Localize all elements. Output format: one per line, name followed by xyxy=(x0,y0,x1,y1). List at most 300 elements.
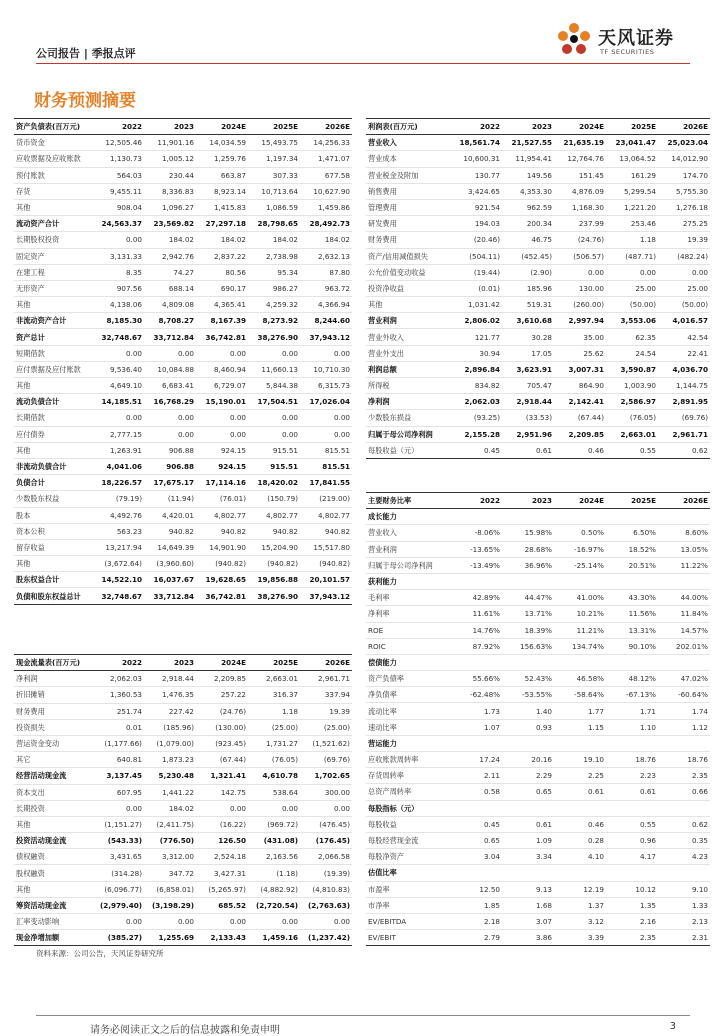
cell-value: (431.08) xyxy=(248,833,300,849)
cell-value: 253.46 xyxy=(606,216,658,232)
cell-value: 1,321.41 xyxy=(196,768,248,784)
row-label: 销售费用 xyxy=(366,183,450,199)
row-label: 非流动负债合计 xyxy=(14,458,92,474)
cell-value: 5,844.38 xyxy=(248,378,300,394)
cell-value: 4,365.41 xyxy=(196,297,248,313)
cell-value xyxy=(606,573,658,589)
cell-value: 0.00 xyxy=(248,410,300,426)
table-row xyxy=(14,687,352,703)
cell-value: 184.02 xyxy=(300,232,352,248)
cell-value: (16.22) xyxy=(196,816,248,832)
cell-value xyxy=(502,800,554,816)
row-label: 股权融资 xyxy=(14,865,92,881)
cell-value: 15.98% xyxy=(502,525,554,541)
cash-flow-table xyxy=(14,654,352,946)
cell-value: (452.45) xyxy=(502,248,554,264)
cell-value: 14,901.90 xyxy=(196,539,248,555)
row-label: 营运资金变动 xyxy=(14,735,92,751)
cell-value: 0.61 xyxy=(554,784,606,800)
year-header: 2024E xyxy=(196,655,248,671)
cell-value: 2,961.71 xyxy=(300,671,352,687)
table-row xyxy=(366,264,710,280)
cell-value: 2.13 xyxy=(658,913,710,929)
cell-value: 986.27 xyxy=(248,280,300,296)
cell-value xyxy=(658,573,710,589)
cell-value: 1,263.91 xyxy=(92,442,144,458)
cell-value: 20.16 xyxy=(502,752,554,768)
cell-value: (69.76) xyxy=(300,752,352,768)
cell-value: (482.24) xyxy=(658,248,710,264)
row-label: 股本 xyxy=(14,507,92,523)
table-row xyxy=(14,475,352,491)
cell-value: (3,960.60) xyxy=(144,556,196,572)
cell-value: 347.72 xyxy=(144,865,196,881)
cell-value: 3,312.00 xyxy=(144,849,196,865)
cell-value: 19.10 xyxy=(554,752,606,768)
cell-value xyxy=(502,509,554,525)
table-row xyxy=(14,394,352,410)
cell-value: 0.00 xyxy=(300,800,352,816)
cell-value: 563.23 xyxy=(92,523,144,539)
cell-value xyxy=(606,509,658,525)
cell-value: 4,016.57 xyxy=(658,313,710,329)
cell-value: (6,096.77) xyxy=(92,881,144,897)
cell-value: 13,064.52 xyxy=(606,151,658,167)
table-row xyxy=(14,361,352,377)
year-header: 2025E xyxy=(248,655,300,671)
table-row xyxy=(366,557,710,573)
cell-value: (19.44) xyxy=(450,264,502,280)
cell-value: 4,876.09 xyxy=(554,183,606,199)
cell-value xyxy=(606,800,658,816)
row-label: 应收账款周转率 xyxy=(366,752,450,768)
cell-value: 257.22 xyxy=(196,687,248,703)
cell-value: 915.51 xyxy=(248,442,300,458)
row-label: 净利润 xyxy=(366,394,450,410)
cell-value: 95.34 xyxy=(248,264,300,280)
cell-value: 11.56% xyxy=(606,606,658,622)
table-row xyxy=(14,735,352,751)
cell-value: 4,809.08 xyxy=(144,297,196,313)
table-row xyxy=(366,280,710,296)
cell-value: 41.00% xyxy=(554,590,606,606)
cell-value: (2.90) xyxy=(502,264,554,280)
cell-value: 2.11 xyxy=(450,768,502,784)
cell-value: (2,979.40) xyxy=(92,897,144,913)
balance-sheet-table xyxy=(14,118,352,605)
cell-value: 46.58% xyxy=(554,671,606,687)
cell-value: 18,226.57 xyxy=(92,475,144,491)
cell-value: 17,026.04 xyxy=(300,394,352,410)
cell-value: 18.76 xyxy=(658,752,710,768)
table-row xyxy=(14,248,352,264)
cell-value: 3,431.65 xyxy=(92,849,144,865)
cell-value: 4,649.10 xyxy=(92,378,144,394)
cell-value: 13.31% xyxy=(606,622,658,638)
cell-value: 0.61 xyxy=(502,442,554,458)
table-title: 资产负债表(百万元) xyxy=(14,119,92,135)
row-label: 负债合计 xyxy=(14,475,92,491)
table-row xyxy=(366,151,710,167)
cell-value: 0.00 xyxy=(300,345,352,361)
cell-value: 15,204.90 xyxy=(248,539,300,555)
table-row xyxy=(366,752,710,768)
table-row xyxy=(366,800,710,816)
cell-value: 4,036.70 xyxy=(658,361,710,377)
row-label: 投资损失 xyxy=(14,719,92,735)
row-label: 净利率 xyxy=(366,606,450,622)
cell-value: 2,155.28 xyxy=(450,426,502,442)
cell-value: 2,837.22 xyxy=(196,248,248,264)
cell-value: 21,635.19 xyxy=(554,135,606,151)
cell-value: 11.21% xyxy=(554,622,606,638)
table-row xyxy=(366,426,710,442)
row-label: 筹资活动现金流 xyxy=(14,897,92,913)
cell-value: 2,066.58 xyxy=(300,849,352,865)
cell-value: 44.47% xyxy=(502,590,554,606)
cell-value: 1,130.73 xyxy=(92,151,144,167)
table-row xyxy=(366,654,710,670)
cell-value: 4,041.06 xyxy=(92,458,144,474)
cell-value: 35.00 xyxy=(554,329,606,345)
year-header: 2023 xyxy=(502,119,554,135)
cell-value: 42.89% xyxy=(450,590,502,606)
cell-value: 130.00 xyxy=(554,280,606,296)
cell-value: (50.00) xyxy=(658,297,710,313)
financial-ratios-table xyxy=(366,492,710,946)
cell-value: 8,460.94 xyxy=(196,361,248,377)
cell-value: 25.00 xyxy=(658,280,710,296)
row-label: 获利能力 xyxy=(366,573,450,589)
cell-value: 8,708.27 xyxy=(144,313,196,329)
cell-value: 25,023.04 xyxy=(658,135,710,151)
row-label: 毛利率 xyxy=(366,590,450,606)
row-label: 总资产周转率 xyxy=(366,784,450,800)
cell-value: 52.43% xyxy=(502,671,554,687)
row-label: 净利润 xyxy=(14,671,92,687)
cell-value: 906.88 xyxy=(144,458,196,474)
table-row xyxy=(366,768,710,784)
cell-value: 921.54 xyxy=(450,199,502,215)
cell-value: 14,012.90 xyxy=(658,151,710,167)
cell-value: (150.79) xyxy=(248,491,300,507)
row-label: 流动比率 xyxy=(366,703,450,719)
cell-value: 184.02 xyxy=(144,800,196,816)
cell-value xyxy=(450,509,502,525)
table-header-row xyxy=(14,119,352,135)
cell-value: 940.82 xyxy=(300,523,352,539)
cell-value: (33.53) xyxy=(502,410,554,426)
cell-value: -8.06% xyxy=(450,525,502,541)
cell-value: 10.21% xyxy=(554,606,606,622)
row-label: 长期股权投资 xyxy=(14,232,92,248)
table-row xyxy=(14,752,352,768)
cell-value xyxy=(606,865,658,881)
cell-value: 0.35 xyxy=(658,832,710,848)
cell-value xyxy=(450,654,502,670)
logo-text-cn: 天风证券 xyxy=(598,28,674,49)
table-row xyxy=(366,345,710,361)
row-label: 估值比率 xyxy=(366,865,450,881)
cell-value: 2,163.56 xyxy=(248,849,300,865)
row-label: 营业利润 xyxy=(366,541,450,557)
cell-value: 9.10 xyxy=(658,881,710,897)
row-label: 其他 xyxy=(14,881,92,897)
year-header: 2024E xyxy=(554,119,606,135)
cell-value: 688.14 xyxy=(144,280,196,296)
row-label: 长期借款 xyxy=(14,410,92,426)
row-label: 资产总计 xyxy=(14,329,92,345)
row-label: 管理费用 xyxy=(366,199,450,215)
year-header: 2026E xyxy=(658,493,710,509)
row-label: 长期投资 xyxy=(14,800,92,816)
cell-value xyxy=(450,735,502,751)
cell-value: 20.51% xyxy=(606,557,658,573)
cell-value: 2.35 xyxy=(606,930,658,946)
table-row xyxy=(366,638,710,654)
cell-value: 940.82 xyxy=(144,523,196,539)
cell-value: 3,553.06 xyxy=(606,313,658,329)
cell-value: 1,702.65 xyxy=(300,768,352,784)
cell-value xyxy=(658,865,710,881)
cell-value: 1,471.07 xyxy=(300,151,352,167)
row-label: 财务费用 xyxy=(14,703,92,719)
cell-value: 18,561.74 xyxy=(450,135,502,151)
cell-value: 0.00 xyxy=(92,345,144,361)
row-label: 净负债率 xyxy=(366,687,450,703)
cell-value: 0.00 xyxy=(92,914,144,930)
cell-value: 0.93 xyxy=(502,719,554,735)
row-label: 营运能力 xyxy=(366,735,450,751)
cell-value: (2,720.54) xyxy=(248,897,300,913)
row-label: 其他 xyxy=(14,199,92,215)
cell-value: (504.11) xyxy=(450,248,502,264)
table-row xyxy=(14,313,352,329)
cell-value: 130.77 xyxy=(450,167,502,183)
footer-divider xyxy=(36,1015,690,1016)
cell-value: (4,810.83) xyxy=(300,881,352,897)
cell-value: 30.28 xyxy=(502,329,554,345)
cell-value: (1,079.00) xyxy=(144,735,196,751)
cell-value: -16.97% xyxy=(554,541,606,557)
row-label: 资本支出 xyxy=(14,784,92,800)
cell-value: 2.25 xyxy=(554,768,606,784)
cell-value: 1.15 xyxy=(554,719,606,735)
cell-value: 10.12 xyxy=(606,881,658,897)
table-row xyxy=(14,183,352,199)
cell-value: 30.94 xyxy=(450,345,502,361)
cell-value: 5,299.54 xyxy=(606,183,658,199)
cell-value: 1.10 xyxy=(606,719,658,735)
row-label: ROIC xyxy=(366,638,450,654)
table-row xyxy=(366,865,710,881)
row-label: 固定资产 xyxy=(14,248,92,264)
cell-value: 15,190.01 xyxy=(196,394,248,410)
cell-value: 0.28 xyxy=(554,832,606,848)
cell-value: 14,034.59 xyxy=(196,135,248,151)
cell-value: 2,918.44 xyxy=(144,671,196,687)
row-label: 少数股东损益 xyxy=(366,410,450,426)
table-row xyxy=(14,588,352,604)
cell-value: (1,177.66) xyxy=(92,735,144,751)
row-label: 在建工程 xyxy=(14,264,92,280)
cell-value: 24.54 xyxy=(606,345,658,361)
cell-value: 14,185.51 xyxy=(92,394,144,410)
cell-value: 2,738.98 xyxy=(248,248,300,264)
cell-value xyxy=(502,865,554,881)
row-label: 资本公积 xyxy=(14,523,92,539)
row-label: 营业成本 xyxy=(366,151,450,167)
row-label: 每股收益（元） xyxy=(366,442,450,458)
row-label: 存货 xyxy=(14,183,92,199)
table-row xyxy=(366,361,710,377)
cell-value xyxy=(606,735,658,751)
cell-value: 1,731.27 xyxy=(248,735,300,751)
table-row xyxy=(366,442,710,458)
table-title: 主要财务比率 xyxy=(366,493,450,509)
cell-value: 36,742.81 xyxy=(196,329,248,345)
cell-value: (176.45) xyxy=(300,833,352,849)
row-label: 其它 xyxy=(14,752,92,768)
cell-value: 4,366.94 xyxy=(300,297,352,313)
cell-value: 0.00 xyxy=(92,232,144,248)
cell-value: (79.19) xyxy=(92,491,144,507)
cell-value: (130.00) xyxy=(196,719,248,735)
cell-value: 690.17 xyxy=(196,280,248,296)
cell-value: 126.50 xyxy=(196,833,248,849)
cell-value: 17,675.17 xyxy=(144,475,196,491)
cell-value: 1,459.86 xyxy=(300,199,352,215)
cell-value: 538.64 xyxy=(248,784,300,800)
cell-value: 185.96 xyxy=(502,280,554,296)
row-label: 投资活动现金流 xyxy=(14,833,92,849)
table-row xyxy=(14,345,352,361)
cell-value: 202.01% xyxy=(658,638,710,654)
cell-value: (2,411.75) xyxy=(144,816,196,832)
row-label: ROE xyxy=(366,622,450,638)
cell-value: (3,672.64) xyxy=(92,556,144,572)
cell-value: 0.66 xyxy=(658,784,710,800)
cell-value: 0.00 xyxy=(248,345,300,361)
cell-value: 0.62 xyxy=(658,816,710,832)
cell-value: 156.63% xyxy=(502,638,554,654)
cell-value: 924.15 xyxy=(196,442,248,458)
table-row xyxy=(366,394,710,410)
cell-value: 1.74 xyxy=(658,703,710,719)
cell-value: 685.52 xyxy=(196,897,248,913)
table-row xyxy=(14,914,352,930)
cell-value: 640.81 xyxy=(92,752,144,768)
cell-value: 0.96 xyxy=(606,832,658,848)
table-row xyxy=(366,313,710,329)
cell-value: 12.19 xyxy=(554,881,606,897)
cell-value: 2,777.15 xyxy=(92,426,144,442)
cell-value: 22.41 xyxy=(658,345,710,361)
cell-value: 37,943.12 xyxy=(300,588,352,604)
cell-value: 194.03 xyxy=(450,216,502,232)
cell-value xyxy=(450,865,502,881)
header-divider xyxy=(36,63,690,64)
cell-value: 1,086.59 xyxy=(248,199,300,215)
cell-value: 2.18 xyxy=(450,913,502,929)
cell-value: 4,138.06 xyxy=(92,297,144,313)
table-row xyxy=(14,768,352,784)
cell-value: 17,114.16 xyxy=(196,475,248,491)
year-header: 2024E xyxy=(196,119,248,135)
cell-value: 1,003.90 xyxy=(606,378,658,394)
cell-value: 28.68% xyxy=(502,541,554,557)
row-label: EV/EBIT xyxy=(366,930,450,946)
table-row xyxy=(366,183,710,199)
year-header: 2026E xyxy=(300,119,352,135)
table-row xyxy=(14,930,352,946)
cell-value: 43.30% xyxy=(606,590,658,606)
cell-value: (506.57) xyxy=(554,248,606,264)
cell-value: 17,504.51 xyxy=(248,394,300,410)
table-row xyxy=(14,671,352,687)
cell-value: 4.10 xyxy=(554,849,606,865)
row-label: 营业外收入 xyxy=(366,329,450,345)
cell-value xyxy=(450,800,502,816)
cell-value: 0.00 xyxy=(300,410,352,426)
cell-value: 963.72 xyxy=(300,280,352,296)
table-row xyxy=(14,816,352,832)
row-label: 折旧摊销 xyxy=(14,687,92,703)
table-row xyxy=(366,735,710,751)
cell-value: 2,891.95 xyxy=(658,394,710,410)
cell-value: 15,517.80 xyxy=(300,539,352,555)
cell-value: 33,712.84 xyxy=(144,329,196,345)
table-row xyxy=(366,297,710,313)
cell-value xyxy=(658,509,710,525)
cell-value: 1,360.53 xyxy=(92,687,144,703)
table-row xyxy=(14,849,352,865)
cell-value: 1.07 xyxy=(450,719,502,735)
cell-value: 906.88 xyxy=(144,442,196,458)
cell-value: 2,663.01 xyxy=(606,426,658,442)
row-label: 股东权益合计 xyxy=(14,572,92,588)
cell-value: 18,420.02 xyxy=(248,475,300,491)
cell-value: 134.74% xyxy=(554,638,606,654)
cell-value: 1,415.83 xyxy=(196,199,248,215)
cell-value: 8,336.83 xyxy=(144,183,196,199)
cell-value: 149.56 xyxy=(502,167,554,183)
cell-value: 1.18 xyxy=(606,232,658,248)
income-statement-table xyxy=(366,118,710,459)
table-row xyxy=(366,232,710,248)
cell-value: 4.17 xyxy=(606,849,658,865)
cell-value: 564.03 xyxy=(92,167,144,183)
row-label: EV/EBITDA xyxy=(366,913,450,929)
row-label: 其他 xyxy=(14,442,92,458)
cell-value xyxy=(554,735,606,751)
row-label: 每股指标（元） xyxy=(366,800,450,816)
cell-value: (385.27) xyxy=(92,930,144,946)
cell-value: 0.01 xyxy=(92,719,144,735)
cell-value: 6.50% xyxy=(606,525,658,541)
cell-value: 4,492.76 xyxy=(92,507,144,523)
cell-value: (69.76) xyxy=(658,410,710,426)
row-label: 应收票据及应收账款 xyxy=(14,151,92,167)
table-row xyxy=(14,491,352,507)
cell-value: 940.82 xyxy=(248,523,300,539)
cell-value: 815.51 xyxy=(300,458,352,474)
cell-value: 3,131.33 xyxy=(92,248,144,264)
cell-value: 1,255.69 xyxy=(144,930,196,946)
cell-value: 11.61% xyxy=(450,606,502,622)
cell-value: 19.39 xyxy=(300,703,352,719)
cell-value: 4,420.01 xyxy=(144,507,196,523)
